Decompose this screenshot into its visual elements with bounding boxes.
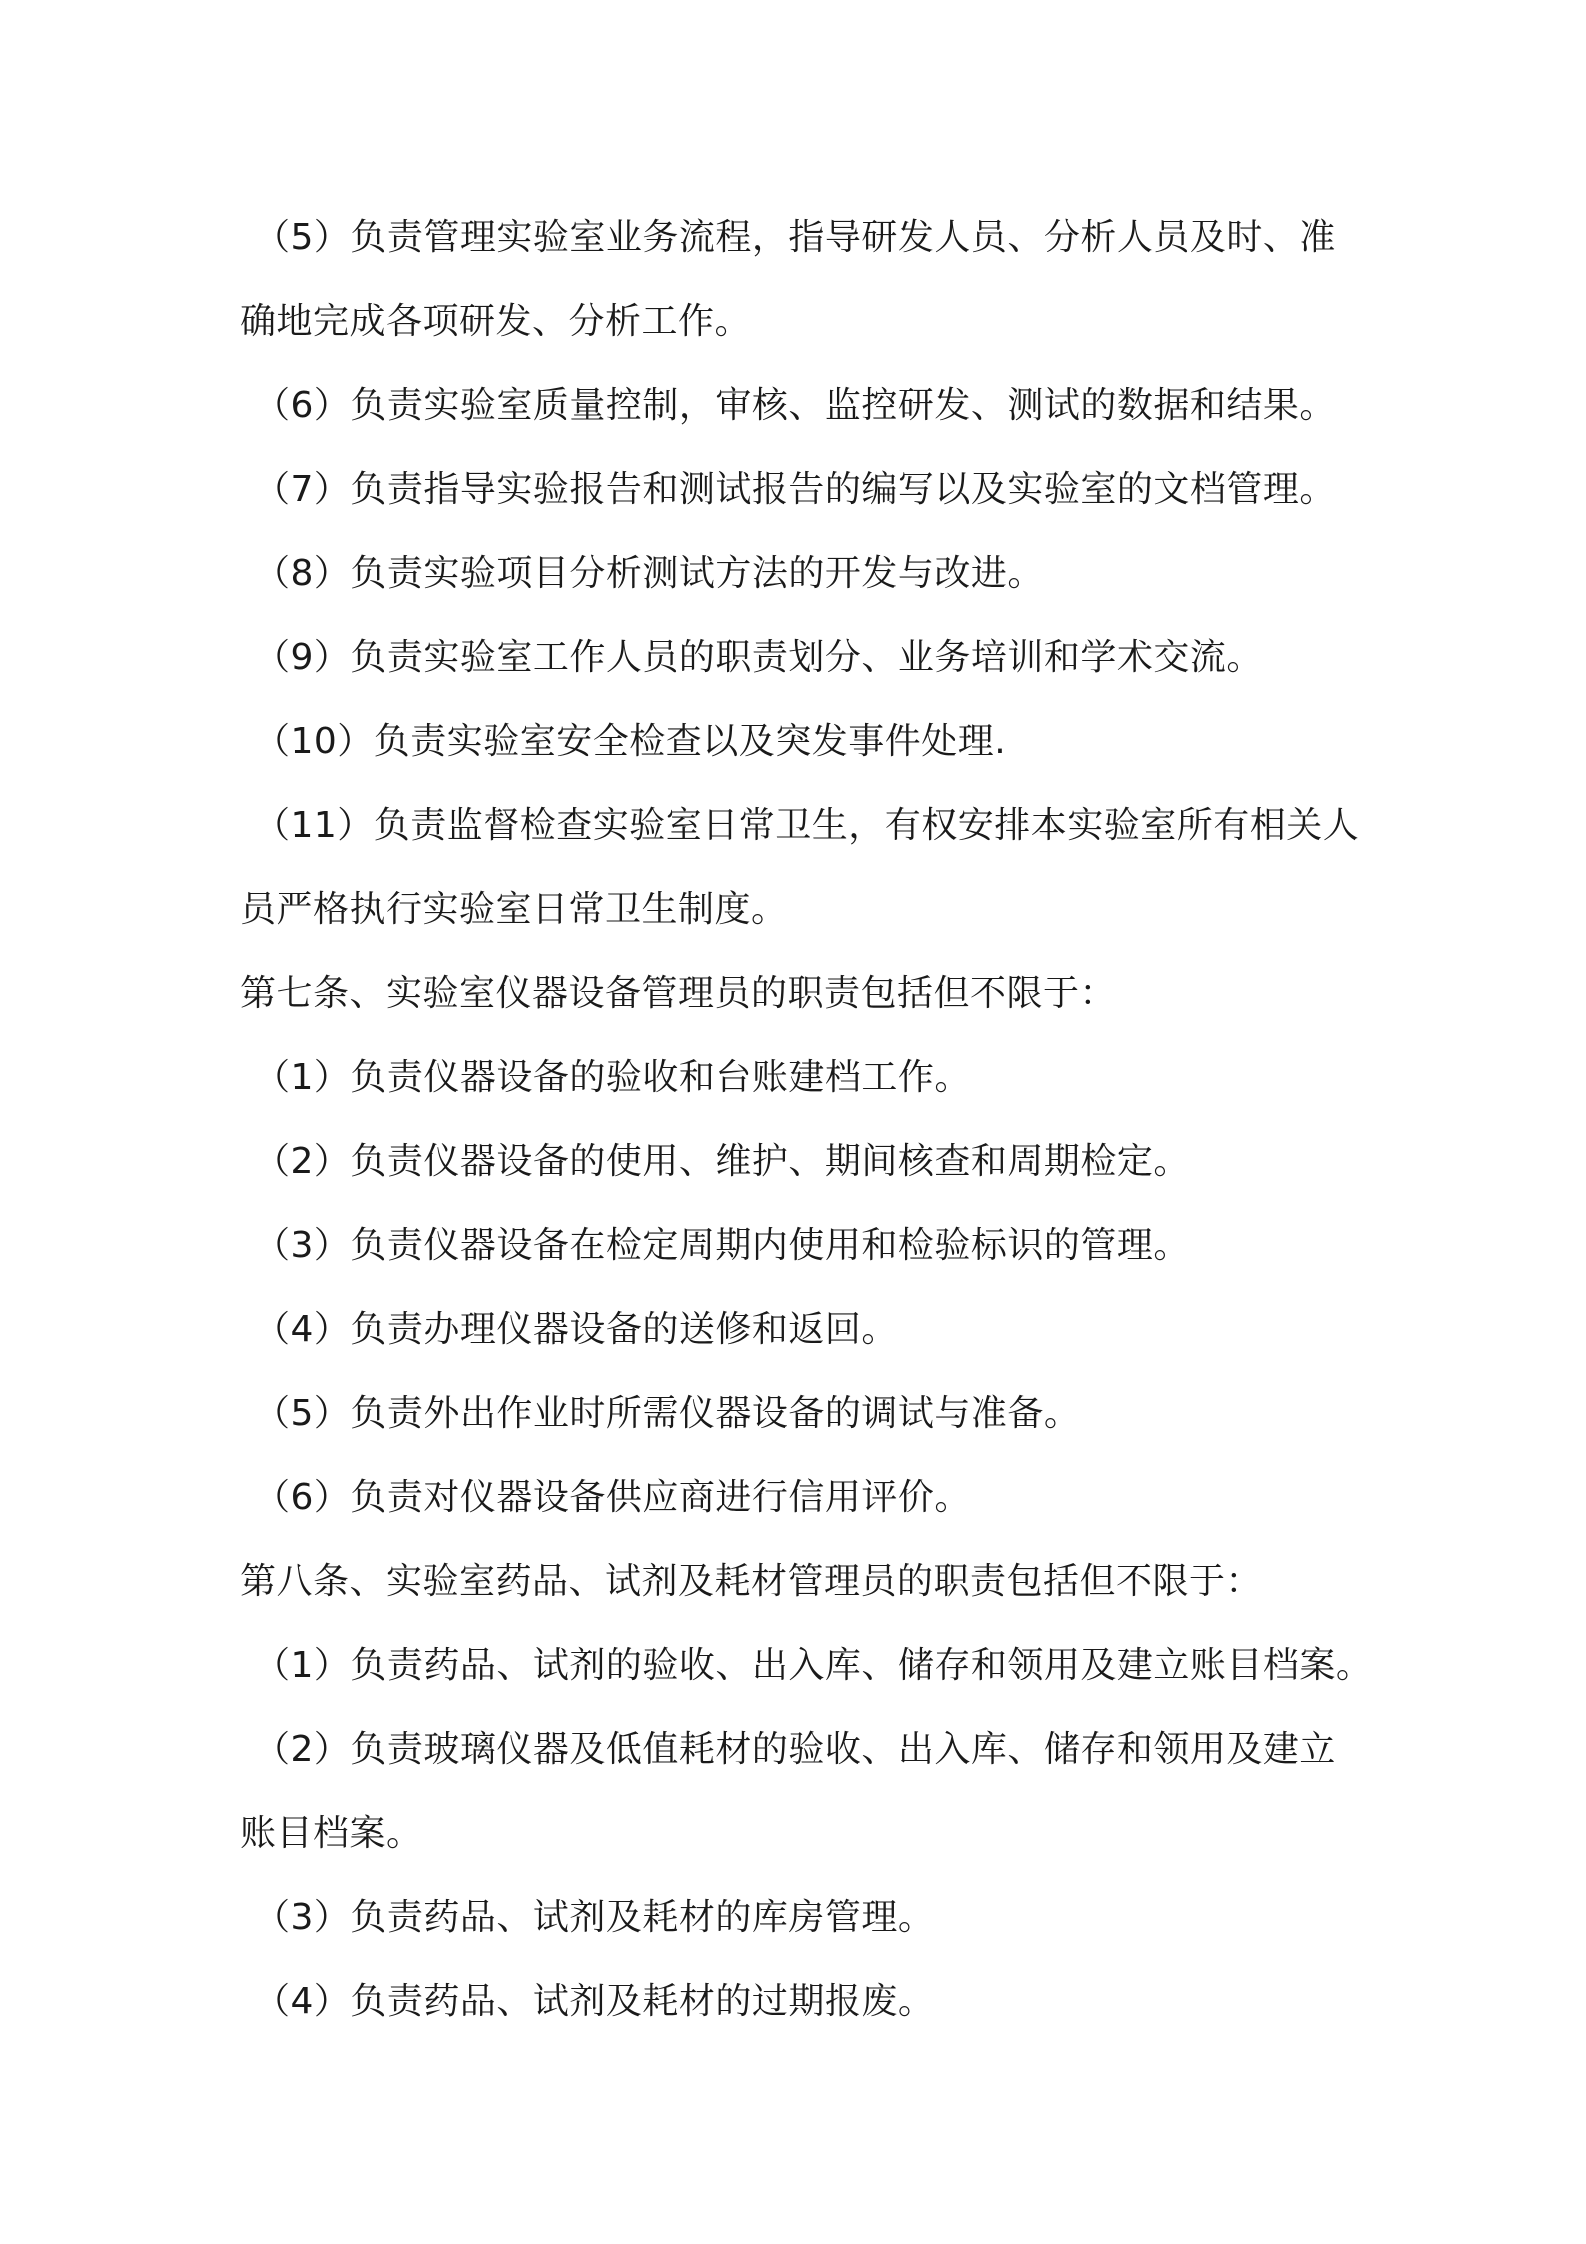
list-item: （11）负责监督检查实验室日常卫生，有权安排本实验室所有相关人	[254, 805, 1360, 846]
list-item: （8）负责实验项目分析测试方法的开发与改进。	[254, 553, 1044, 594]
article-heading: 第七条、实验室仪器设备管理员的职责包括但不限于：	[240, 973, 1117, 1014]
list-item: （2）负责玻璃仪器及低值耗材的验收、出入库、储存和领用及建立	[254, 1729, 1336, 1770]
list-item-continuation: 员严格执行实验室日常卫生制度。	[240, 889, 788, 930]
list-item: （10）负责实验室安全检查以及突发事件处理.	[254, 721, 1007, 762]
list-item: （9）负责实验室工作人员的职责划分、业务培训和学术交流。	[254, 637, 1263, 678]
list-item: （5）负责管理实验室业务流程，指导研发人员、分析人员及时、准	[254, 217, 1336, 258]
list-item: （5）负责外出作业时所需仪器设备的调试与准备。	[254, 1393, 1081, 1434]
list-item: （4）负责药品、试剂及耗材的过期报废。	[254, 1981, 935, 2022]
article-heading: 第八条、实验室药品、试剂及耗材管理员的职责包括但不限于：	[240, 1561, 1263, 1602]
list-item: （2）负责仪器设备的使用、维护、期间核查和周期检定。	[254, 1141, 1190, 1182]
list-item: （6）负责实验室质量控制，审核、监控研发、测试的数据和结果。	[254, 385, 1336, 426]
list-item: （3）负责药品、试剂及耗材的库房管理。	[254, 1897, 935, 1938]
list-item: （4）负责办理仪器设备的送修和返回。	[254, 1309, 898, 1350]
list-item-continuation: 账目档案。	[240, 1813, 423, 1854]
list-item: （7）负责指导实验报告和测试报告的编写以及实验室的文档管理。	[254, 469, 1336, 510]
list-item: （3）负责仪器设备在检定周期内使用和检验标识的管理。	[254, 1225, 1190, 1266]
list-item: （1）负责仪器设备的验收和台账建档工作。	[254, 1057, 971, 1098]
list-item: （6）负责对仪器设备供应商进行信用评价。	[254, 1477, 971, 1518]
document-body	[240, 196, 1390, 2044]
list-item: （1）负责药品、试剂的验收、出入库、储存和领用及建立账目档案。	[254, 1645, 1373, 1686]
list-item-continuation: 确地完成各项研发、分析工作。	[240, 301, 752, 342]
